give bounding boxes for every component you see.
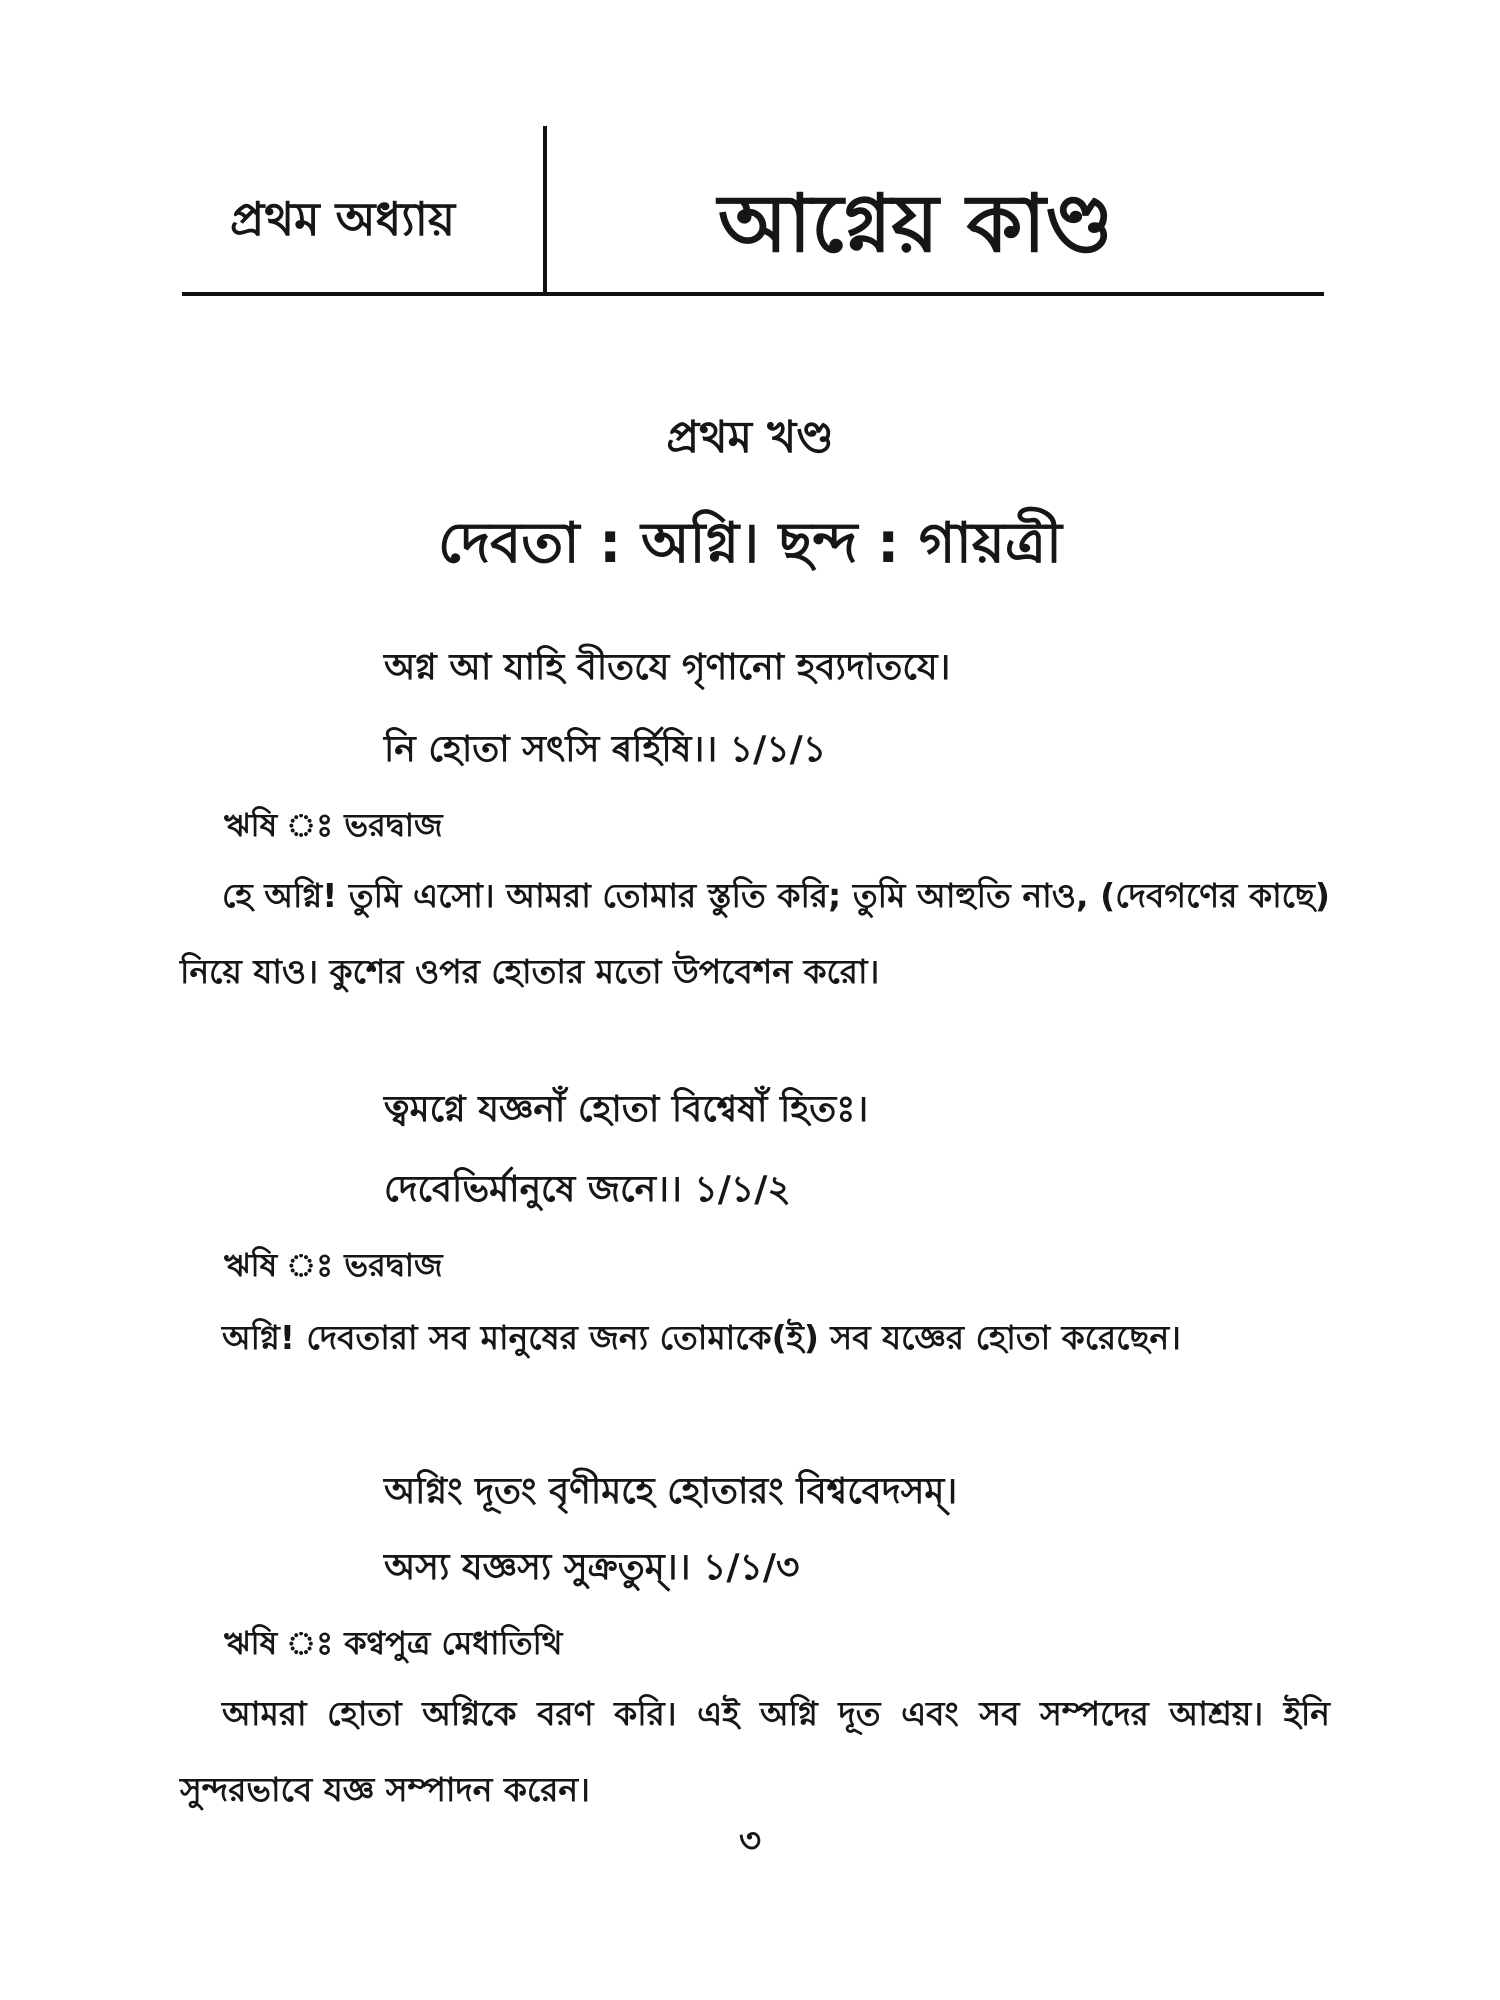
mantra-2-meaning: অগ্নি! দেবতারা সব মানুষের জন্য তোমাকে(ই) সব যজ্ঞের হোতা করেছেন। xyxy=(222,1318,1181,1357)
mantra-1-rishi: ঋষি ঃ ভরদ্বাজ xyxy=(224,806,443,844)
devata-chhanda-heading: দেবতা : অগ্নি। ছন্দ : গায়ত্রী xyxy=(438,511,1062,576)
page-number: ৩ xyxy=(738,1821,762,1861)
mantra-2-line-1: ত্বমগ্নে যজ্ঞনাঁ হোতা বিশ্বেষাঁ হিতঃ। xyxy=(384,1089,869,1130)
kanda-title: আগ্নেয় কাণ্ড xyxy=(718,177,1114,270)
mantra-2-rishi: ঋষি ঃ ভরদ্বাজ xyxy=(224,1246,443,1284)
header-rule xyxy=(182,292,1324,296)
header-divider xyxy=(543,126,547,294)
mantra-1-line-1: অগ্ন আ যাহি বীতযে গৃণানো হব্যদাতযে। xyxy=(384,647,951,688)
mantra-3-line-1: অগ্নিং দূতং বৃণীমহে হোতারং বিশ্ববেদসম্। xyxy=(384,1471,958,1512)
mantra-3-rishi: ঋষি ঃ কণ্বপুত্র মেধাতিথি xyxy=(224,1624,563,1662)
mantra-2-line-2: দেবেভির্মানুষে জনে।। ১/১/২ xyxy=(384,1169,791,1210)
mantra-3-line-2: অস্য যজ্ঞস্য সুক্রতুম্।। ১/১/৩ xyxy=(384,1547,800,1588)
mantra-3-meaning: আমরা হোতা অগ্নিকে বরণ করি। এই অগ্নি দূত এবং সব সম্পদের আশ্রয়। ইনি সুন্দরভাবে যজ্ঞ সম্পাদন করেন। xyxy=(180,1694,1330,1809)
khanda-heading: প্রথম খণ্ড xyxy=(666,412,834,463)
chapter-title: প্রথম অধ্যায় xyxy=(230,192,456,246)
mantra-1-meaning: হে অগ্নি! তুমি এসো। আমরা তোমার স্তুতি করি; তুমি আহুতি নাও, (দেবগণের কাছে) নিয়ে যাও। কুশের ওপর হোতার মতো উপবেশন করো। xyxy=(180,876,1330,991)
mantra-1-line-2: নি হোতা সৎসি ৰর্হিষি।। ১/১/১ xyxy=(384,729,827,770)
